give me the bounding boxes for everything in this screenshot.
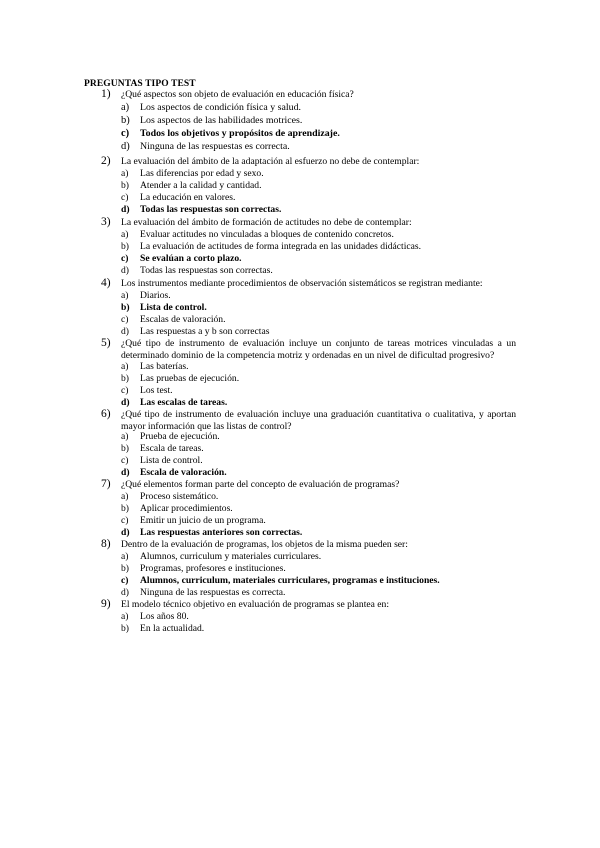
option-c-correct: c) Alumnos, curriculum, materiales curriculares, programas e instituciones. bbox=[121, 575, 440, 586]
option-d: d) Ninguna de las respuestas es correcta. bbox=[121, 587, 286, 598]
question-text: ¿Qué aspectos son objeto de evaluación en educación física? bbox=[121, 89, 354, 100]
option-c-correct: c) Todos los objetivos y propósitos de aprendizaje. bbox=[121, 128, 340, 139]
question-number: 2) bbox=[101, 155, 111, 167]
option-b: b) Escala de tareas. bbox=[121, 443, 204, 454]
option-c-correct: c) Se evalúan a corto plazo. bbox=[121, 253, 242, 264]
option-d: d) Las respuestas a y b son correctas bbox=[121, 326, 270, 337]
option-a: a) Diarios. bbox=[121, 290, 171, 301]
option-a: a) Prueba de ejecución. bbox=[121, 431, 220, 442]
option-a: a) Proceso sistemático. bbox=[121, 491, 219, 502]
option-c: c) La educación en valores. bbox=[121, 192, 236, 203]
question-text: El modelo técnico objetivo en evaluación de programas se plantea en: bbox=[121, 599, 389, 610]
question-text: La evaluación del ámbito de formación de actitudes no debe de contemplar: bbox=[121, 217, 412, 228]
question-number: 9) bbox=[101, 598, 111, 610]
option-b: b) Aplicar procedimientos. bbox=[121, 503, 233, 514]
option-a: a) Los aspectos de condición física y salud. bbox=[121, 102, 301, 113]
question-number: 8) bbox=[101, 538, 111, 550]
question-text: La evaluación del ámbito de la adaptación al esfuerzo no debe de contemplar: bbox=[121, 156, 420, 167]
question-number: 4) bbox=[101, 277, 111, 289]
option-a: a) Las baterías. bbox=[121, 361, 189, 372]
question-number: 3) bbox=[101, 216, 111, 228]
option-b: b) Las pruebas de ejecución. bbox=[121, 373, 240, 384]
question-number: 5) bbox=[101, 337, 111, 349]
question-text: ¿Qué elementos forman parte del concepto de evaluación de programas? bbox=[121, 479, 400, 490]
question-number: 1) bbox=[101, 88, 111, 100]
option-c: c) Los test. bbox=[121, 385, 173, 396]
option-d-correct: d) Las escalas de tareas. bbox=[121, 397, 228, 408]
option-d-correct: d) Todas las respuestas son correctas. bbox=[121, 204, 282, 215]
option-b: b) Programas, profesores e instituciones. bbox=[121, 563, 286, 574]
page-title: PREGUNTAS TIPO TEST bbox=[84, 79, 196, 89]
option-d-correct: d) Las respuestas anteriores son correctas. bbox=[121, 527, 303, 538]
question-text: Los instrumentos mediante procedimientos de observación sistemáticos se registran mediante: bbox=[121, 278, 483, 289]
option-b-correct: b) Lista de control. bbox=[121, 302, 207, 313]
question-text: Dentro de la evaluación de programas, los objetos de la misma pueden ser: bbox=[121, 539, 408, 550]
question-text: ¿Qué tipo de instrumento de evaluación incluye una graduación cuantitativa o cualitativa, y aportan mayor información que las listas de control? bbox=[121, 409, 516, 432]
option-c: c) Escalas de valoración. bbox=[121, 314, 226, 325]
option-b: b) Atender a la calidad y cantidad. bbox=[121, 180, 262, 191]
option-a: a) Evaluar actitudes no vinculadas a bloques de contenido concretos. bbox=[121, 229, 394, 240]
option-a: a) Los años 80. bbox=[121, 611, 189, 622]
option-d: d) Ninguna de las respuestas es correcta. bbox=[121, 141, 290, 152]
option-b: b) En la actualidad. bbox=[121, 623, 205, 634]
option-c: c) Lista de control. bbox=[121, 455, 203, 466]
option-b: b) La evaluación de actitudes de forma integrada en las unidades didácticas. bbox=[121, 241, 422, 252]
option-d: d) Todas las respuestas son correctas. bbox=[121, 265, 273, 276]
option-b: b) Los aspectos de las habilidades motrices. bbox=[121, 115, 303, 126]
option-a: a) Alumnos, curriculum y materiales curriculares. bbox=[121, 551, 322, 562]
question-text: ¿Qué tipo de instrumento de evaluación incluye un conjunto de tareas motrices vinculadas a un determinado dominio de la competencia motriz y ordenadas en un nivel de dificultad progresivo? bbox=[121, 338, 516, 361]
option-d-correct: d) Escala de valoración. bbox=[121, 467, 227, 478]
option-c: c) Emitir un juicio de un programa. bbox=[121, 515, 266, 526]
option-a: a) Las diferencias por edad y sexo. bbox=[121, 168, 264, 179]
question-number: 7) bbox=[101, 478, 111, 490]
question-number: 6) bbox=[101, 408, 111, 420]
